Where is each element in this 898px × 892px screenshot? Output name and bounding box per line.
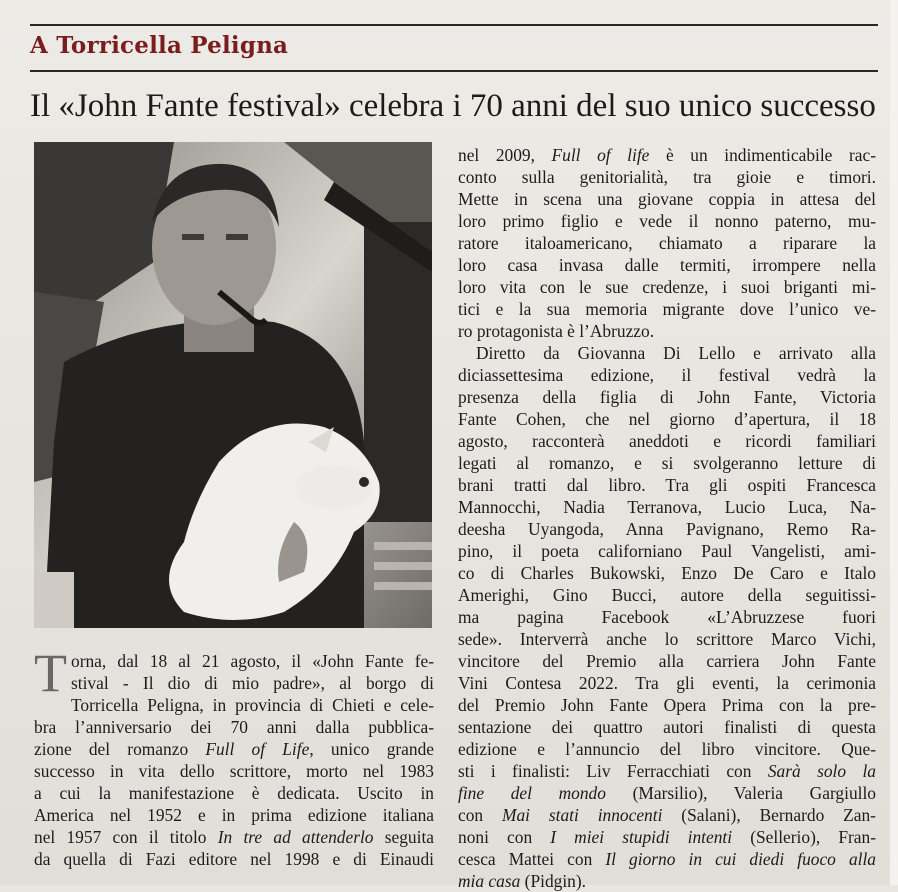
text-line: deesha Uyangoda, Anna Pavignano, Remo Ra- — [458, 519, 876, 539]
text-line: tici e la sua memoria migrante dove l’unico ve- — [458, 299, 876, 319]
text-line: Torricella Peligna, in provincia di Chieti e cele- — [71, 695, 434, 715]
man-with-dog-photo — [34, 142, 432, 628]
page-edge — [890, 0, 898, 885]
text-line: vincitore del Premio alla carriera John Fante — [458, 651, 876, 671]
text-line: con Mai stati innocenti (Salani), Bernardo Zan- — [458, 805, 876, 825]
text-line: nel 1957 con il titolo In tre ad attenderlo seguita — [34, 827, 435, 847]
text-line: da quella di Fazi editore nel 1998 e di Einaudi — [34, 849, 434, 869]
text-line: loro primo figlio e vede il nonno paterno, mu- — [458, 211, 876, 231]
text-line: ratore italoamericano, chiamato a riparare la — [458, 233, 876, 253]
text-line: noni con I miei stupidi intenti (Sellerio), Fran- — [458, 827, 876, 847]
article-headline: Il «John Fante festival» celebra i 70 anni del suo unico successo — [30, 88, 876, 124]
text-line: Vini Contesa 2022. Tra gli eventi, la cerimonia — [458, 673, 876, 693]
text-line: pino, il poeta californiano Paul Vangelisti, ami- — [458, 541, 876, 561]
text-line: mia casa (Pidgin). — [458, 871, 587, 891]
text-line: ma pagina Facebook «L’Abruzzese fuori — [458, 607, 876, 627]
text-line: Amerighi, Gino Bucci, autore della seguitissi- — [458, 585, 876, 605]
text-line: legati al romanzo, e si svolgeranno letture di — [458, 453, 876, 473]
article-column-left — [34, 643, 435, 870]
text-line: nel 2009, Full of life è un indimenticabile rac- — [458, 145, 876, 165]
text-line: loro casa invasa dalle termiti, irrompere nella — [458, 255, 876, 275]
text-line: orna, dal 18 al 21 agosto, il «John Fante fe- — [71, 651, 434, 671]
text-line: fine del mondo (Marsilio), Valeria Gargiullo — [458, 783, 877, 803]
text-line: presenza della figlia di John Fante, Victoria — [458, 387, 876, 407]
text-line: co di Charles Bukowski, Enzo De Caro e Italo — [458, 563, 876, 583]
section-rule — [30, 70, 878, 72]
text-line: Mannocchi, Nadia Terranova, Lucio Luca, Na- — [458, 497, 876, 517]
text-line: agosto, racconterà aneddoti e ricordi familiari — [458, 431, 876, 451]
text-line: brani tratti dal libro. Tra gli ospiti Francesca — [458, 475, 876, 495]
text-line: edizione e l’annuncio del libro vincitore. Que- — [458, 739, 876, 759]
text-line: successo in vita dello scrittore, morto nel 1983 — [34, 761, 434, 781]
text-line: zione del romanzo Full of Life, unico grande — [34, 739, 435, 759]
text-line: a cui la manifestazione è dedicata. Uscito in — [34, 783, 434, 803]
text-line: Mette in scena una giovane coppia in attesa del — [458, 189, 876, 209]
text-line: del Premio John Fante Opera Prima con la pre- — [458, 695, 876, 715]
photo-illustration — [34, 142, 432, 628]
text-line: sentazione dei quattro autori finalisti di questa — [458, 717, 876, 737]
text-line: stival - Il dio di mio padre», al borgo di — [71, 673, 434, 693]
text-line: loro vita con le sue credenze, i suoi briganti mi- — [458, 277, 876, 297]
text-line: Fante Cohen, che nel giorno d’apertura, il 18 — [458, 409, 876, 429]
text-line: ro protagonista è l’Abruzzo. — [458, 321, 655, 341]
section-title: A Torricella Peligna — [30, 32, 289, 59]
text-line: bra l’anniversario dei 70 anni dalla pubblica- — [34, 717, 434, 737]
text-line: cesca Mattei con Il giorno in cui diedi fuoco alla — [458, 849, 876, 869]
text-line: diciassettesima edizione, il festival vedrà la — [458, 365, 876, 385]
text-line: sede». Interverrà anche lo scrittore Marco Vichi, — [458, 629, 876, 649]
article-column-right — [458, 144, 876, 892]
text-line: America nel 1952 e in prima edizione italiana — [34, 805, 434, 825]
text-line: sti i finalisti: Liv Ferracchiati con Sarà solo la — [458, 761, 876, 781]
top-rule — [30, 24, 878, 26]
text-line: conto sulla genitorialità, tra gioie e timori. — [458, 167, 876, 187]
text-line: Diretto da Giovanna Di Lello e arrivato alla — [476, 343, 876, 363]
drop-cap: T — [34, 643, 67, 703]
